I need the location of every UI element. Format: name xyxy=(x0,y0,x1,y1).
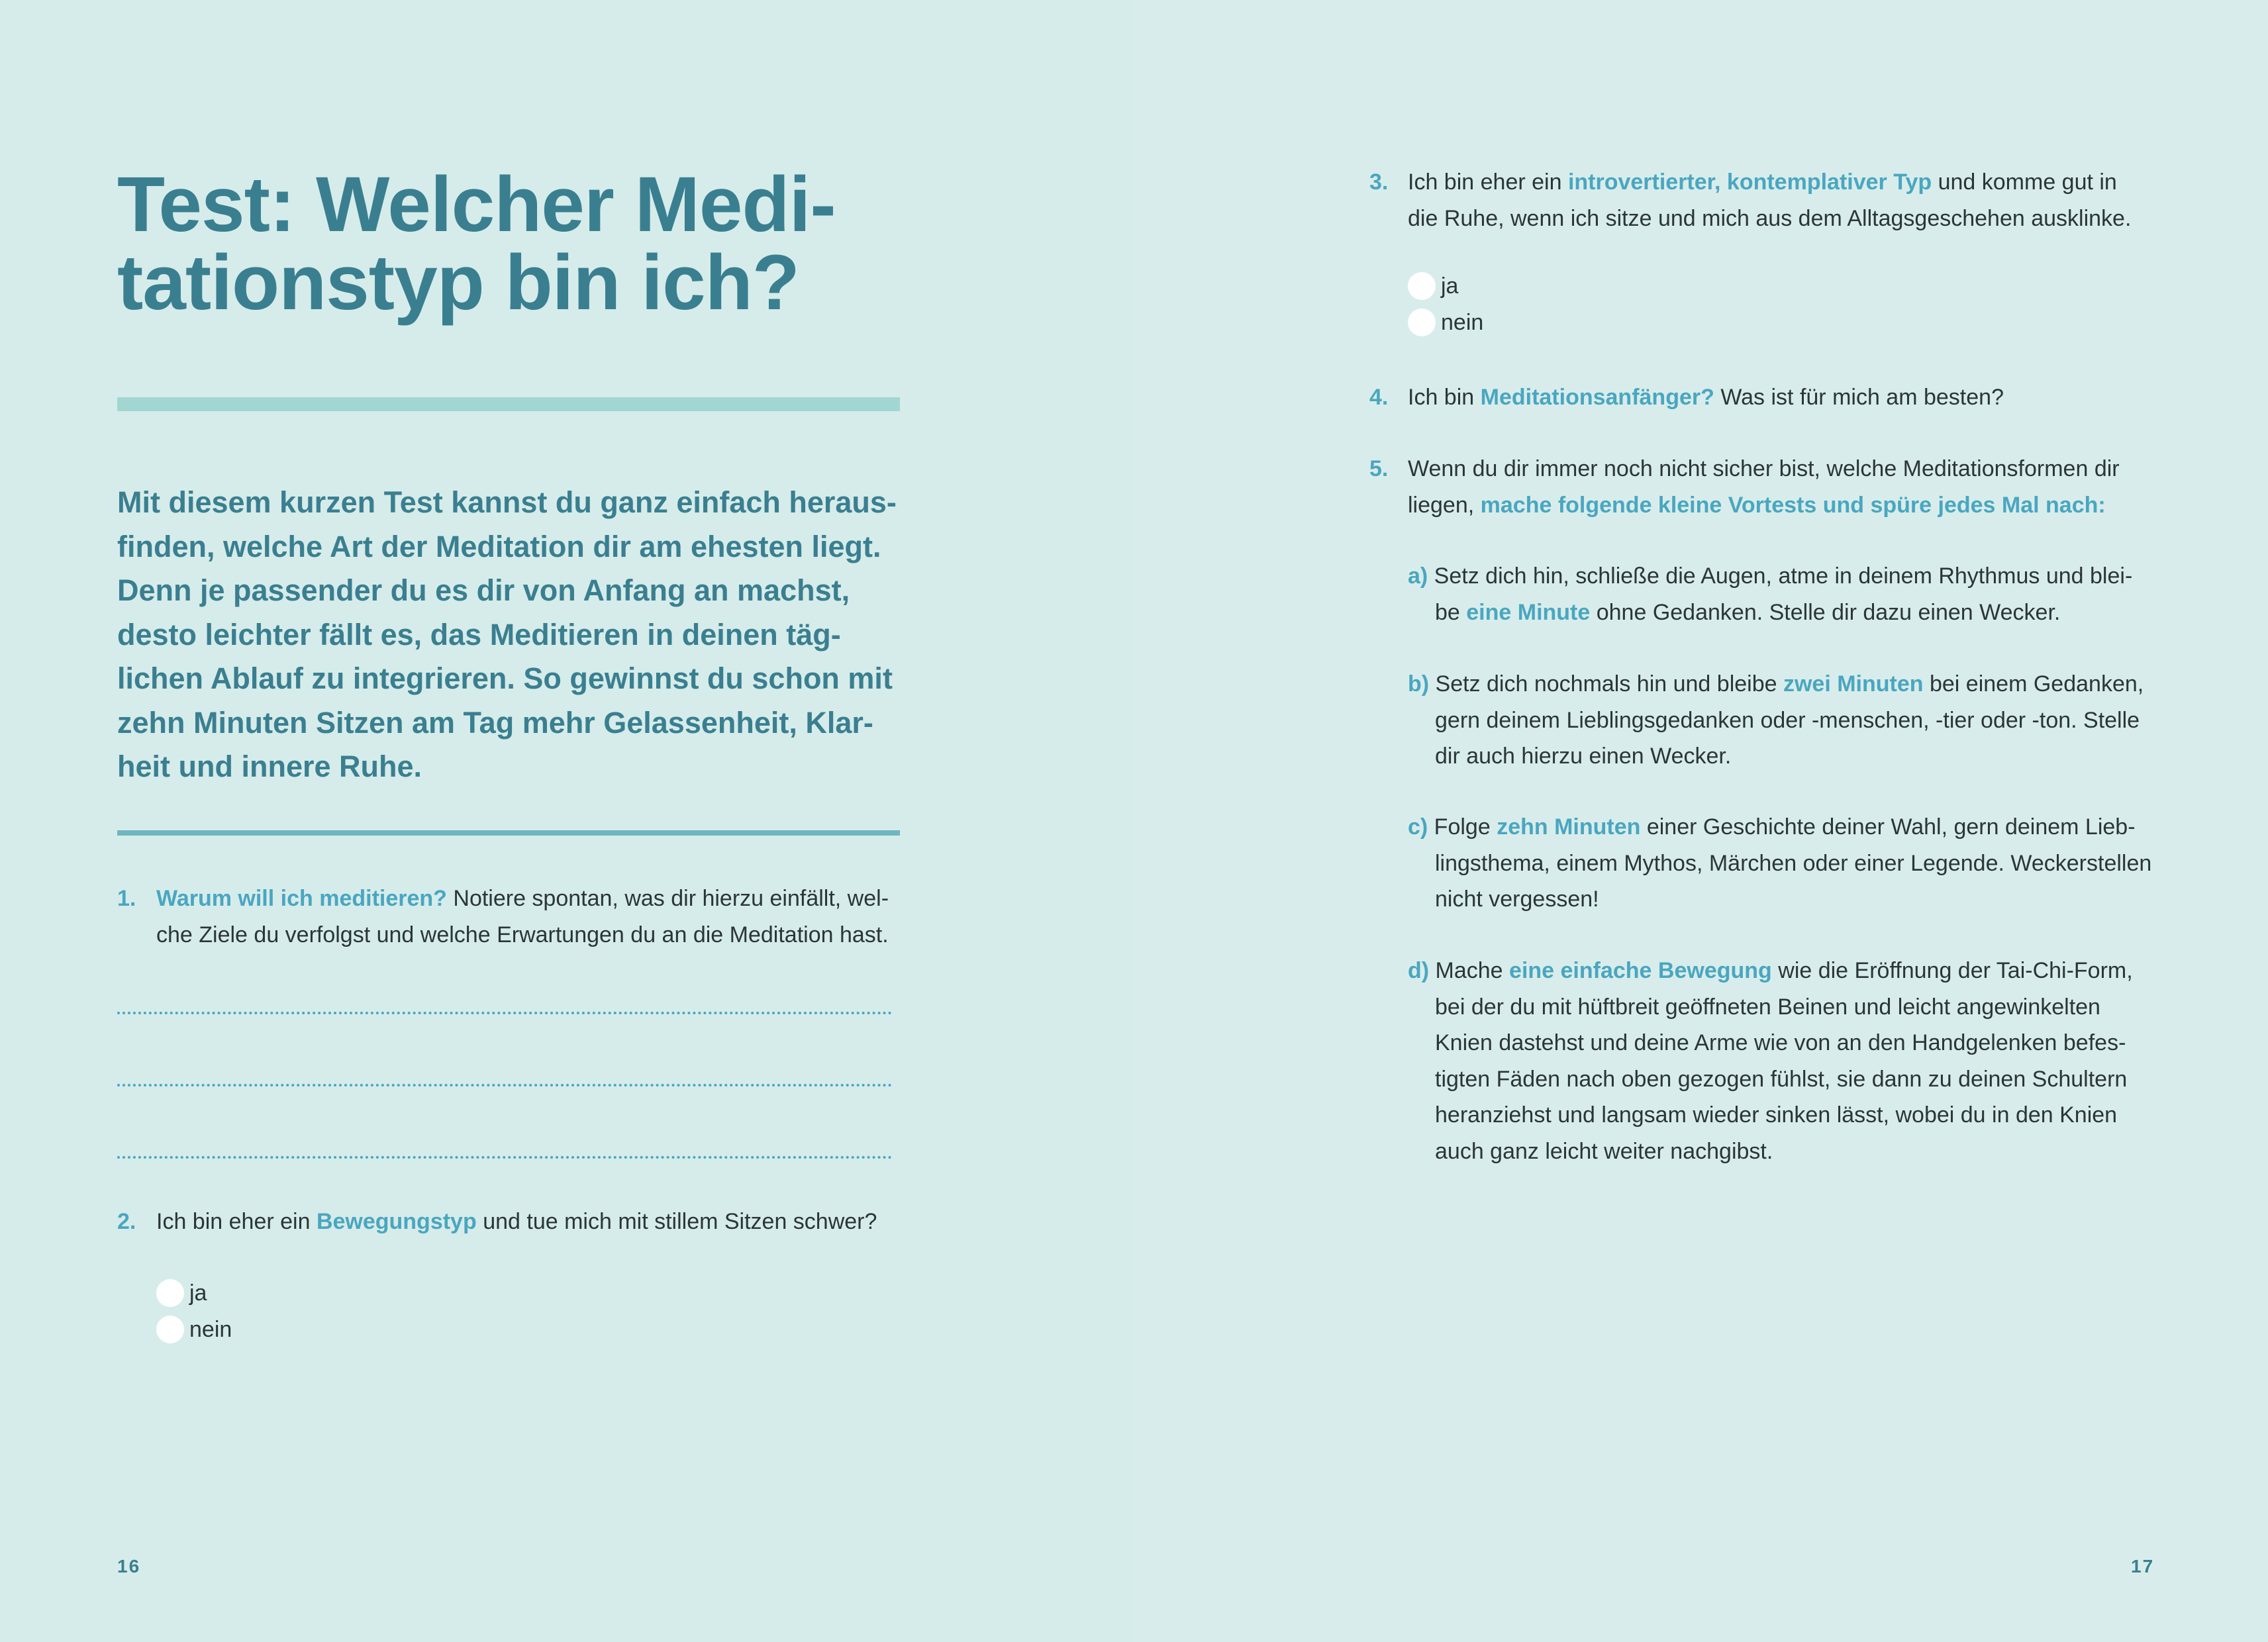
q3-option-ja[interactable] xyxy=(1408,272,1458,300)
subitem-a-line-2-pre: be xyxy=(1435,599,1467,625)
subitem-a-highlight: eine Minute xyxy=(1466,599,1591,625)
subitem-a-line-2-post: ohne Gedanken. Stelle dir dazu einen Wecker. xyxy=(1590,599,2061,625)
question-3-highlight: introvertierter, kontemplativer Typ xyxy=(1567,169,1932,195)
question-4-highlight: Meditationsanfänger? xyxy=(1480,385,1714,410)
subitem-a-label: a) xyxy=(1408,563,1428,589)
question-1-line-1 xyxy=(156,881,889,917)
intro-line: lichen Ablauf zu integrieren. So gewinnst du schon mit xyxy=(117,661,893,695)
question-1-text: Notiere spontan, was dir hierzu einfällt, wel- xyxy=(446,886,889,911)
q3-option-ja-label: ja xyxy=(1441,273,1459,299)
subitem-d-line-3: Knien dastehst und deine Arme wie von an den Handgelenken befes- xyxy=(1435,1030,2126,1055)
subitem-c-post: einer Geschichte deiner Wahl, gern deinem Lieb- xyxy=(1640,814,2136,840)
subitem-b-line-1 xyxy=(1408,666,2144,702)
subitem-d-line-2: bei der du mit hüftbreit geöffneten Beinen und leicht angewinkelten xyxy=(1435,994,2100,1020)
question-5-number: 5. xyxy=(1369,456,1389,481)
question-2 xyxy=(156,1204,877,1240)
question-3-pre: Ich bin eher ein xyxy=(1408,169,1568,195)
radio-circle[interactable] xyxy=(1408,309,1436,336)
intro-line: Mit diesem kurzen Test kannst du ganz einfach heraus- xyxy=(117,485,897,519)
question-3-line-1 xyxy=(1408,164,2131,201)
subitem-c-highlight: zehn Minuten xyxy=(1497,814,1641,840)
question-1-line-2: che Ziele du verfolgst und welche Erwartungen du an die Meditation hast. xyxy=(156,922,889,947)
radio-circle[interactable] xyxy=(156,1316,184,1343)
question-2-post: und tue mich mit stillem Sitzen schwer? xyxy=(476,1209,877,1234)
q2-option-ja-label: ja xyxy=(189,1280,207,1306)
subitem-b-post: bei einem Gedanken, xyxy=(1923,671,2144,697)
question-5-line-2 xyxy=(1408,487,2120,524)
question-5-highlight: mache folgende kleine Vortests und spüre jedes Mal nach: xyxy=(1480,492,2106,518)
question-4-line xyxy=(1408,379,2004,416)
question-5-line-1: Wenn du dir immer noch nicht sicher bist, welche Meditationsformen dir xyxy=(1408,456,2120,481)
intro-line: zehn Minuten Sitzen am Tag mehr Gelassenheit, Klar- xyxy=(117,705,873,740)
q2-option-nein[interactable] xyxy=(156,1316,232,1343)
question-1 xyxy=(156,881,889,953)
question-3-post: und komme gut in xyxy=(1932,169,2117,195)
subitem-d-line-4: tigten Fäden nach oben gezogen fühlst, sie dann zu deinen Schultern xyxy=(1435,1066,2128,1092)
subitem-c-pre: Folge xyxy=(1428,814,1497,840)
subitem-d-line-5: heranziehst und langsam wieder sinken lässt, wobei du in den Knien xyxy=(1435,1102,2118,1128)
page-number-left: 16 xyxy=(117,1556,141,1576)
subitem-a-line-2 xyxy=(1408,595,2132,631)
subitem-b-label: b) xyxy=(1408,671,1430,697)
question-1-highlight: Warum will ich meditieren? xyxy=(156,886,447,911)
subitem-c-line-3: nicht vergessen! xyxy=(1435,887,1599,912)
title-divider xyxy=(117,397,900,411)
question-4-number: 4. xyxy=(1369,385,1389,410)
intro-line: desto leichter fällt es, das Meditieren in deinen täg- xyxy=(117,617,841,652)
subitem-b-line-3: dir auch hierzu einen Wecker. xyxy=(1435,744,1732,769)
radio-circle[interactable] xyxy=(156,1279,184,1307)
subitem-b-highlight: zwei Minuten xyxy=(1783,671,1924,697)
subitem-d-post: wie die Eröffnung der Tai-Chi-Form, xyxy=(1771,958,2133,983)
question-5 xyxy=(1408,451,2120,523)
question-3 xyxy=(1408,164,2131,236)
subitem-a xyxy=(1408,558,2132,630)
question-2-number: 2. xyxy=(117,1209,136,1234)
question-2-pre: Ich bin eher ein xyxy=(156,1209,317,1234)
subitem-a-line-1 xyxy=(1408,558,2132,595)
subitem-a-text: Setz dich hin, schließe die Augen, atme in deinem Rhythmus und blei- xyxy=(1428,563,2133,589)
intro-line: heit und innere Ruhe. xyxy=(117,749,422,783)
subitem-d-line-1 xyxy=(1408,953,2133,989)
right-page xyxy=(1134,0,2268,1642)
answer-line-1[interactable] xyxy=(117,1012,892,1014)
answer-line-2[interactable] xyxy=(117,1084,892,1087)
q2-option-ja[interactable] xyxy=(156,1279,207,1307)
subitem-c-line-1 xyxy=(1408,809,2151,845)
question-2-line xyxy=(156,1204,877,1240)
question-4-post: Was ist für mich am besten? xyxy=(1714,385,2004,410)
question-4-pre: Ich bin xyxy=(1408,385,1481,410)
subitem-d xyxy=(1408,953,2133,1169)
q2-option-nein-label: nein xyxy=(189,1316,232,1342)
subitem-c-line-2: lingsthema, einem Mythos, Märchen oder einer Legende. Weckerstellen xyxy=(1435,850,2152,876)
q3-option-nein-label: nein xyxy=(1441,309,1484,335)
question-5-line-2-pre: liegen, xyxy=(1408,492,1481,518)
title-line-1: Test: Welcher Medi- xyxy=(117,161,836,248)
title-line-2: tationstyp bin ich? xyxy=(117,239,799,326)
subitem-c xyxy=(1408,809,2151,918)
subitem-d-highlight: eine einfache Bewegung xyxy=(1509,958,1772,983)
intro-line: finden, welche Art der Meditation dir am ehesten liegt. xyxy=(117,529,881,563)
page-number-right: 17 xyxy=(2131,1556,2155,1576)
intro-paragraph xyxy=(117,481,912,789)
intro-divider xyxy=(117,830,900,836)
page-title xyxy=(117,161,912,326)
subitem-b-line-2: gern deinem Lieblingsgedanken oder -menschen, -tier oder -ton. Stelle xyxy=(1435,707,2140,733)
subitem-b xyxy=(1408,666,2144,775)
radio-circle[interactable] xyxy=(1408,272,1436,300)
answer-line-3[interactable] xyxy=(117,1156,892,1159)
question-4 xyxy=(1408,379,2004,416)
subitem-d-label: d) xyxy=(1408,958,1430,983)
subitem-d-line-6: auch ganz leicht weiter nachgibst. xyxy=(1435,1138,1773,1164)
intro-line: Denn je passender du es dir von Anfang an machst, xyxy=(117,573,850,607)
subitem-b-pre: Setz dich nochmals hin und bleibe xyxy=(1429,671,1783,697)
question-3-number: 3. xyxy=(1369,169,1389,195)
question-1-number: 1. xyxy=(117,886,136,911)
subitem-d-pre: Mache xyxy=(1429,958,1510,983)
subitem-c-label: c) xyxy=(1408,814,1428,840)
question-2-highlight: Bewegungstyp xyxy=(316,1209,477,1234)
q3-option-nein[interactable] xyxy=(1408,309,1483,336)
question-3-line-2: die Ruhe, wenn ich sitze und mich aus dem Alltagsgeschehen ausklinke. xyxy=(1408,205,2132,231)
